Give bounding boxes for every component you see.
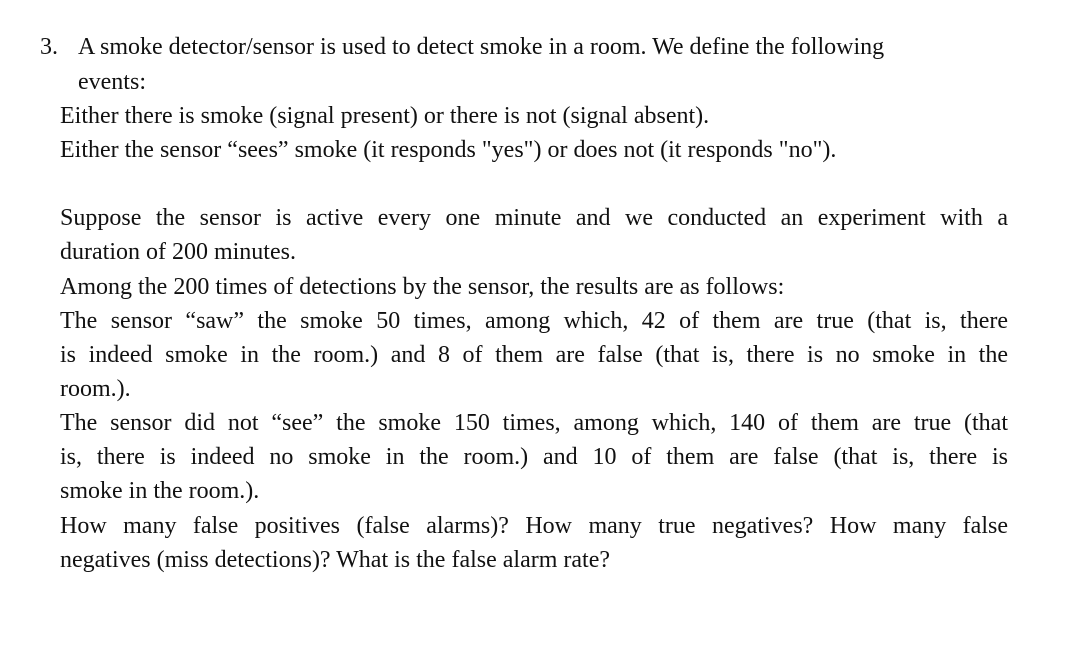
not-see-smoke-line-1: The sensor did not “see” the smoke 150 times, among which, 140 of them are true (that (60, 410, 1008, 436)
problem-intro-line-2: events: (78, 69, 146, 95)
results-intro-line: Among the 200 times of detections by the sensor, the results are as follows: (60, 274, 785, 300)
event-signal-line: Either there is smoke (signal present) or there is not (signal absent). (60, 103, 710, 129)
problem-intro-line-1: A smoke detector/sensor is used to detect smoke in a room. We define the following (78, 34, 885, 60)
event-sensor-line: Either the sensor “sees” smoke (it responds "yes") or does not (it responds "no"). (60, 137, 837, 163)
problem-first-line (40, 32, 884, 62)
setup-line-1: Suppose the sensor is active every one minute and we conducted an experiment with a (60, 205, 1008, 231)
question-line-1: How many false positives (false alarms)? How many true negatives? How many false (60, 513, 1008, 539)
question-line-2: negatives (miss detections)? What is the false alarm rate? (60, 547, 611, 573)
not-see-smoke-line-3: smoke in the room.). (60, 478, 260, 504)
saw-smoke-line-3: room.). (60, 376, 131, 402)
saw-smoke-line-2: is indeed smoke in the room.) and 8 of them are false (that is, there is no smoke in the (60, 342, 1008, 368)
not-see-smoke-line-2: is, there is indeed no smoke in the room.) and 10 of them are false (that is, there is (60, 444, 1008, 470)
saw-smoke-line-1: The sensor “saw” the smoke 50 times, among which, 42 of them are true (that is, there (60, 308, 1008, 334)
problem-number: 3. (40, 34, 58, 60)
setup-line-2: duration of 200 minutes. (60, 239, 296, 265)
